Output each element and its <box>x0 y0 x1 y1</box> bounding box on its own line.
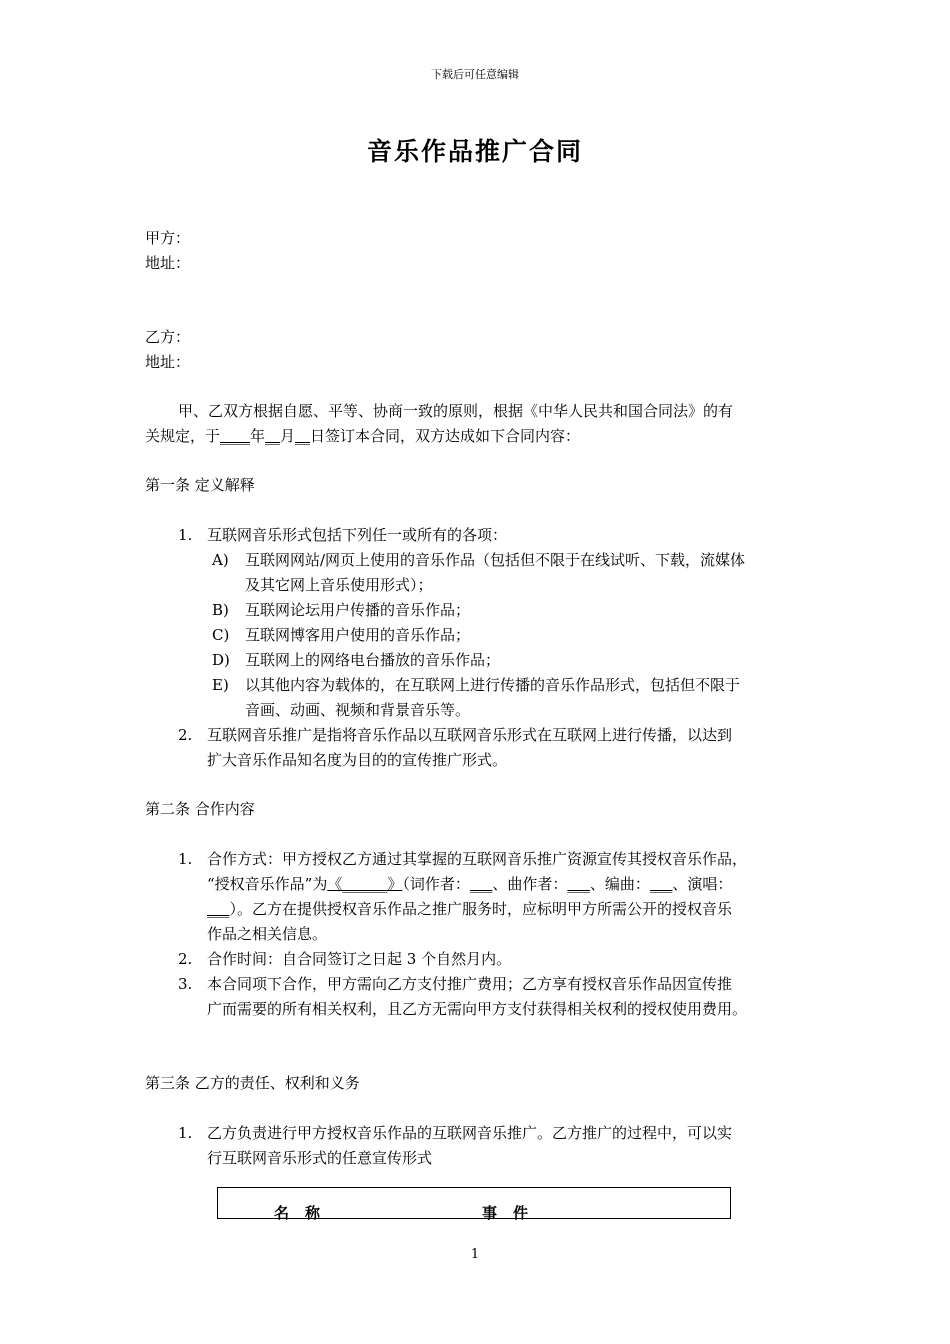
article2-item1-line3 <box>207 897 732 922</box>
subitem-d-line1: 互联网上的网络电台播放的音乐作品； <box>245 651 501 669</box>
article2-item3-line2: 广而需要的所有相关权利，且乙方无需向甲方支付获得相关权利的授权使用费用。 <box>207 1000 748 1018</box>
composer-label: 、曲作者： <box>492 875 568 893</box>
article1-item1-number: 1. <box>178 526 193 544</box>
party-b-address: 地址： <box>145 353 191 371</box>
intro-line-2 <box>145 424 580 449</box>
page-number: 1 <box>470 1247 480 1262</box>
party-a-label: 甲方： <box>145 229 191 247</box>
article1-heading: 第一条 定义解释 <box>145 476 255 494</box>
article3-item1-number: 1. <box>178 1124 193 1142</box>
header-note: 下载后可任意编辑 <box>431 68 519 81</box>
subitem-e-line2: 音画、动画、视频和背景音乐等。 <box>245 701 471 719</box>
subitem-e-label: E) <box>212 676 229 694</box>
intro-text-a: 关规定，于 <box>145 427 221 445</box>
year-blank: ____ <box>220 427 251 445</box>
article1-item2-line2: 扩大音乐作品知名度为目的的宣传推广形式。 <box>207 751 508 769</box>
contract-title: 音乐作品推广合同 <box>366 137 583 166</box>
article2-item1-line3-text: ）。乙方在提供授权音乐作品之推广服务时，应标明甲方所需公开的授权音乐 <box>229 900 733 918</box>
article3-item1-line2: 行互联网音乐形式的任意宣传形式 <box>207 1149 433 1167</box>
day-blank: __ <box>295 427 311 445</box>
authorized-work-text: “授权音乐作品”为 <box>207 875 328 893</box>
singer-blank: ___ <box>207 900 230 918</box>
subitem-a-line1: 互联网网站/网页上使用的音乐作品（包括但不限于在线试听、下载，流媒体 <box>245 551 746 569</box>
subitem-c-line1: 互联网博客用户使用的音乐作品； <box>245 626 471 644</box>
article3-heading: 第三条 乙方的责任、权利和义务 <box>145 1074 360 1092</box>
intro-line-1: 甲、乙双方根据自愿、平等、协商一致的原则，根据《中华人民共和国合同法》的有 <box>178 402 734 420</box>
promotion-table <box>217 1187 731 1222</box>
subitem-e-line1: 以其他内容为载体的，在互联网上进行传播的音乐作品形式，包括但不限于 <box>245 676 741 694</box>
article1-item2-number: 2. <box>178 726 193 744</box>
subitem-a-label: A) <box>212 551 229 569</box>
article2-item1-line4: 作品之相关信息。 <box>207 925 328 943</box>
work-title-blank: 《______》 <box>327 875 403 893</box>
article2-item3-number: 3. <box>178 975 193 993</box>
party-a-address: 地址： <box>145 254 191 272</box>
article1-item1-text: 互联网音乐形式包括下列任一或所有的各项： <box>207 526 508 544</box>
article2-item1-number: 1. <box>178 850 193 868</box>
singer-label: 、演唱： <box>672 875 733 893</box>
arranger-label: 、编曲： <box>589 875 650 893</box>
subitem-b-line1: 互联网论坛用户传播的音乐作品； <box>245 601 471 619</box>
article2-item2-number: 2. <box>178 950 193 968</box>
article2-item2-text: 合作时间：自合同签订之日起 3 个自然月内。 <box>207 950 512 968</box>
month-blank: __ <box>265 427 281 445</box>
article2-item3-line1: 本合同项下合作，甲方需向乙方支付推广费用；乙方享有授权音乐作品因宣传推 <box>207 975 733 993</box>
intro-text-d: 日签订本合同，双方达成如下合同内容： <box>310 427 581 445</box>
table-header-event: 事件 <box>482 1204 545 1222</box>
composer-blank: ___ <box>567 875 590 893</box>
subitem-c-label: C) <box>212 626 230 644</box>
subitem-d-label: D) <box>212 651 230 669</box>
subitem-b-label: B) <box>212 601 229 619</box>
subitem-a-line2: 及其它网上音乐使用形式）； <box>245 576 433 594</box>
article2-item1-line2 <box>207 872 732 897</box>
lyricist-blank: ___ <box>469 875 493 893</box>
arranger-blank: ___ <box>649 875 673 893</box>
intro-text-c: 月 <box>280 427 296 445</box>
intro-text-b: 年 <box>250 427 266 445</box>
article1-item2-line1: 互联网音乐推广是指将音乐作品以互联网音乐形式在互联网上进行传播，以达到 <box>207 726 733 744</box>
table-header-name: 名称 <box>274 1204 337 1222</box>
party-b-label: 乙方： <box>145 328 191 346</box>
article2-heading: 第二条 合作内容 <box>145 800 255 818</box>
article2-item1-line1: 合作方式：甲方授权乙方通过其掌握的互联网音乐推广资源宣传其授权音乐作品， <box>207 850 748 868</box>
lyricist-label: （词作者： <box>402 875 470 893</box>
article3-item1-line1: 乙方负责进行甲方授权音乐作品的互联网音乐推广。乙方推广的过程中，可以实 <box>207 1124 733 1142</box>
